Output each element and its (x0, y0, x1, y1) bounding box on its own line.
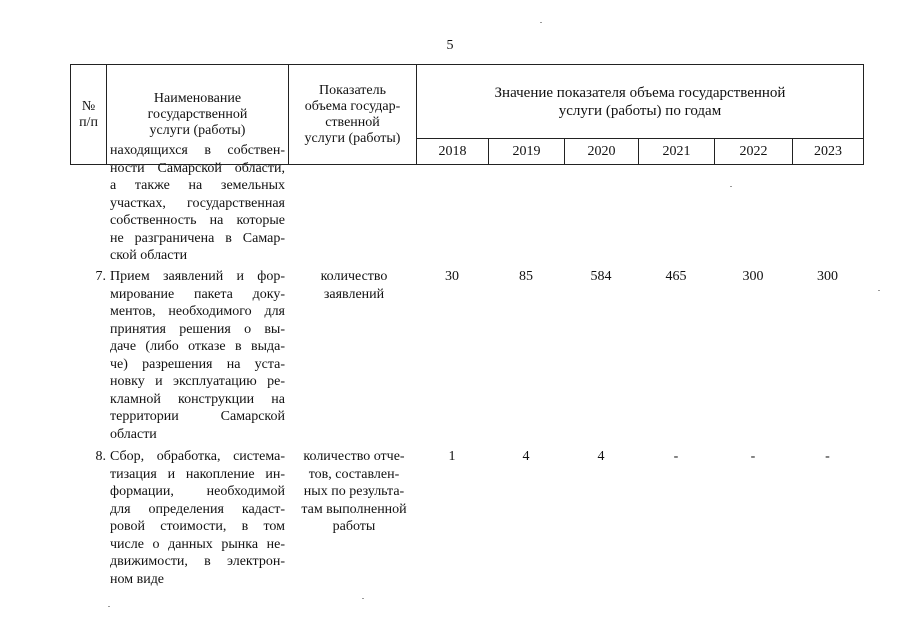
value-2023: - (825, 449, 830, 464)
header-year: 2022 (715, 139, 793, 165)
header-values-title (417, 65, 864, 139)
header-text: Наименование (153, 90, 242, 106)
page-number: 5 (446, 38, 454, 53)
text-line: мирование пакета доку- (110, 286, 285, 302)
scan-speck (730, 186, 732, 187)
text-line: находящихся в собствен- (110, 143, 285, 158)
header-col-indicator (289, 65, 417, 165)
header-year: 2020 (565, 139, 639, 165)
header-text: объема государ- (304, 98, 401, 114)
text-line: ровой стоимости, в том (110, 519, 285, 534)
text-line: территории Самарской (110, 409, 285, 424)
text-line: работы (332, 519, 376, 534)
text-line: количество (320, 269, 388, 284)
header-year: 2018 (417, 139, 489, 165)
value-2023: 300 (817, 269, 838, 284)
header-year: 2019 (489, 139, 565, 165)
text-line: для определения кадаст- (110, 501, 285, 517)
value-2018: 30 (445, 269, 459, 284)
text-line: не разграничена в Самар- (110, 230, 285, 246)
header-year: 2021 (639, 139, 715, 165)
service-name (110, 268, 285, 443)
text-line: Прием заявлений и фор- (110, 269, 285, 284)
text-line: ности Самарской области, (110, 160, 285, 176)
text-line: собственность на которые (110, 213, 285, 228)
scan-speck (878, 290, 880, 291)
text-line: участках, государственная (110, 195, 285, 211)
value-2018: 1 (448, 449, 456, 464)
text-line: тов, составлен- (308, 466, 400, 482)
text-line: там выполненной (301, 501, 407, 517)
value-2019: 4 (522, 449, 530, 464)
value-2021: 465 (665, 269, 687, 284)
indicator-name (292, 268, 416, 303)
indicator-name (292, 448, 416, 536)
value-2020: 4 (597, 449, 605, 464)
text-line: новку и эксплуатацию ре- (110, 374, 285, 389)
header-text: Показатель (319, 82, 386, 98)
header-text: государственной (147, 106, 248, 122)
text-line: формации, необходимой (110, 484, 285, 499)
value-2019: 85 (519, 269, 533, 284)
header-text: услуги (работы) (304, 130, 401, 146)
service-name (110, 142, 285, 265)
text-line: принятия решения о вы- (110, 321, 285, 337)
text-line: числе о данных рынка не- (110, 536, 285, 552)
header-year: 2023 (793, 139, 864, 165)
text-line: заявлений (323, 286, 385, 302)
header-text: Значение показателя объема государственной (494, 84, 786, 101)
text-line: ных по результа- (303, 484, 405, 499)
scan-speck (362, 598, 364, 599)
value-2020: 584 (590, 269, 612, 284)
text-line: даче (либо отказе в выда- (110, 339, 285, 354)
row-number: 8. (95, 449, 106, 464)
header-col-number (71, 65, 107, 165)
value-2021: - (673, 449, 679, 464)
header-text: услуги (работы) (149, 122, 246, 138)
text-line: количество отче- (303, 449, 405, 464)
text-line: а также на земельных (110, 178, 285, 193)
text-line: Сбор, обработка, система- (110, 449, 285, 464)
header-text: услуги (работы) по годам (558, 102, 722, 119)
text-line: ской области (110, 248, 188, 263)
service-name (110, 448, 285, 588)
scan-speck (108, 606, 110, 607)
text-line: че) разрешения на уста- (110, 356, 285, 372)
text-line: движимости, в электрон- (110, 554, 285, 569)
text-line: кламной конструкции на (110, 391, 285, 407)
header-text: п/п (79, 114, 98, 130)
value-2022: - (750, 449, 756, 464)
text-line: тизация и накопление ин- (110, 466, 285, 482)
row-number: 7. (95, 269, 106, 284)
text-line: области (110, 426, 157, 442)
text-line: ном виде (110, 571, 165, 587)
header-text: № (81, 98, 96, 114)
text-line: ментов, необходимого для (110, 304, 285, 319)
value-2022: 300 (742, 269, 764, 284)
scan-speck (540, 22, 542, 23)
header-text: ственной (325, 114, 380, 130)
